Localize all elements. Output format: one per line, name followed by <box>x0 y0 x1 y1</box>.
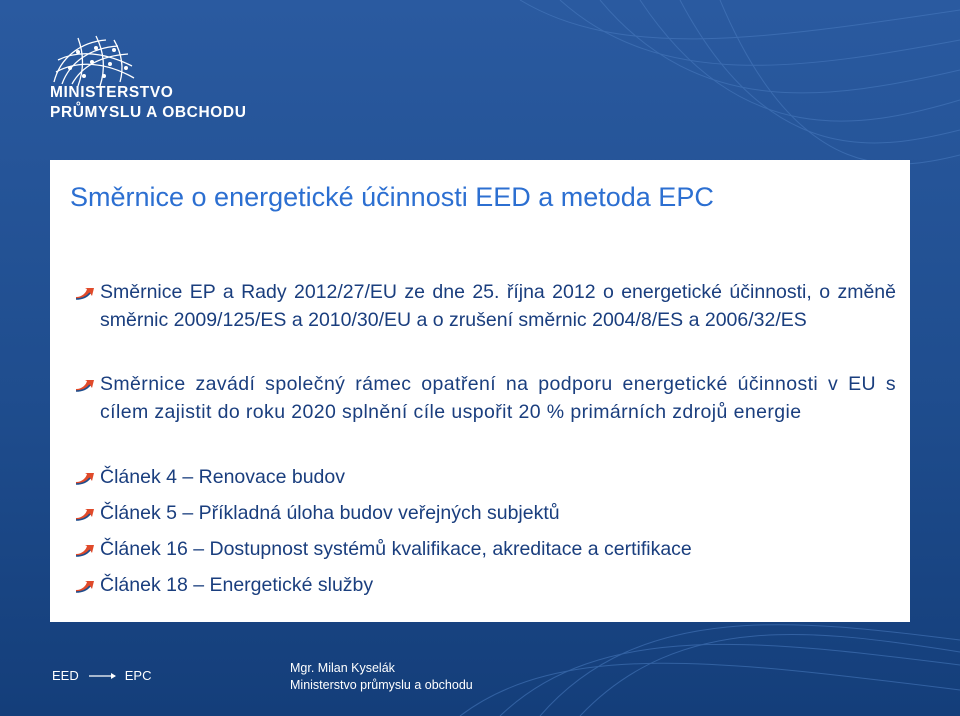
bullet-text: Směrnice zavádí společný rámec opatření na podporu energetické účinnosti v EU s cílem zajistit do roku 2020 splnění cíle uspořit 20 % primárních zdrojů energie <box>100 373 896 423</box>
footer-topic-from: EED <box>52 668 79 683</box>
arrow-right-icon <box>74 377 96 393</box>
ministry-name <box>50 83 247 123</box>
arrow-right-icon <box>74 470 96 486</box>
footer-topic <box>52 668 151 684</box>
footer-topic-to: EPC <box>124 668 152 683</box>
long-arrow-right-icon <box>83 669 121 683</box>
ministry-name-line2: PRŮMYSLU A OBCHODU <box>50 104 247 121</box>
slide-title: Směrnice o energetické účinnosti EED a metoda EPC <box>70 182 714 212</box>
arrow-right-icon <box>74 285 96 301</box>
footer-author <box>290 660 473 694</box>
author-name: Mgr. Milan Kyselák <box>290 661 395 675</box>
ministry-name-line1: MINISTERSTVO <box>50 84 174 101</box>
bullet-text: Článek 5 – Příkladná úloha budov veřejných subjektů <box>100 502 560 524</box>
arrow-right-icon <box>74 506 96 522</box>
bullet-text: Směrnice EP a Rady 2012/27/EU ze dne 25. října 2012 o energetické účinnosti, o změně směrnic 2009/125/ES a 2010/30/EU a o zrušení směrnic 2004/8/ES a 2006/32/ES <box>100 281 896 331</box>
bullet-text: Článek 18 – Energetické služby <box>100 574 374 596</box>
bullet-text: Článek 16 – Dostupnost systémů kvalifikace, akreditace a certifikace <box>100 538 692 560</box>
globe-network-icon <box>48 32 140 88</box>
bullet-text: Článek 4 – Renovace budov <box>100 466 345 488</box>
arrow-right-icon <box>74 578 96 594</box>
arrow-right-icon <box>74 542 96 558</box>
author-organization: Ministerstvo průmyslu a obchodu <box>290 678 473 692</box>
